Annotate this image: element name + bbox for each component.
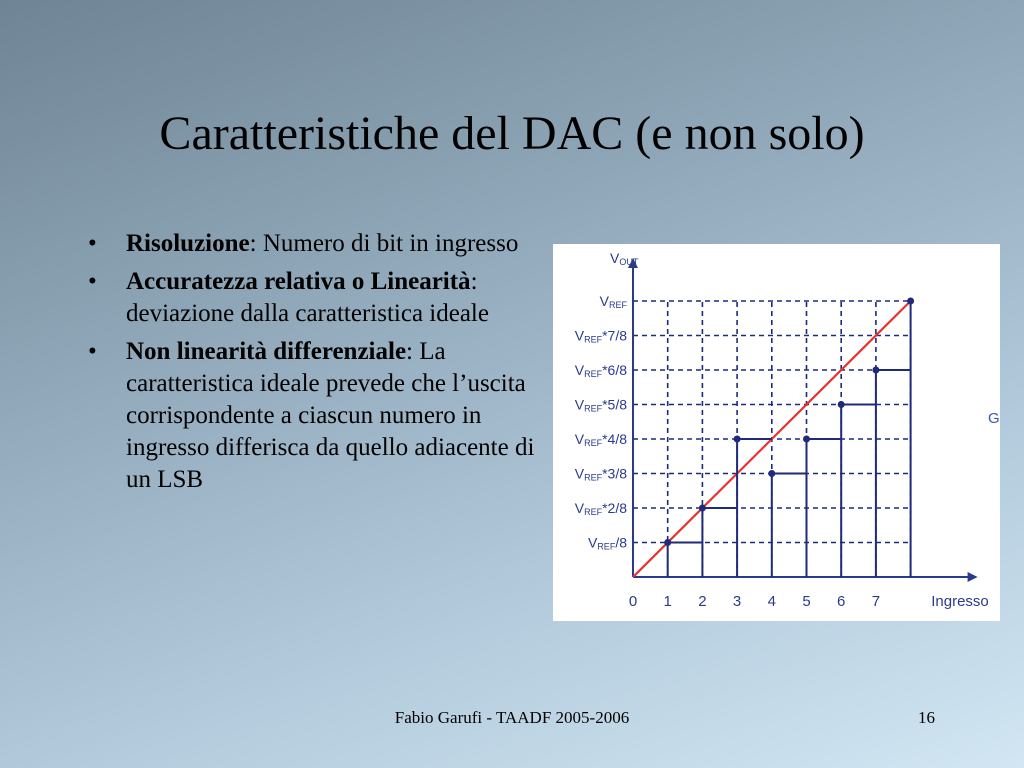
- y-axis-label: VOUT: [610, 250, 639, 267]
- y-level-label: VREF*6/8: [574, 362, 627, 379]
- x-tick-label: 6: [837, 593, 846, 610]
- staircase-point: [734, 436, 741, 443]
- bullet-item-accuratezza: [88, 266, 558, 330]
- x-tick-label: 1: [663, 593, 672, 610]
- x-tick-label: 5: [802, 593, 811, 610]
- x-tick-label: 4: [767, 593, 776, 610]
- footer-text: Fabio Garufi - TAADF 2005-2006: [394, 708, 630, 727]
- x-tick-label: 0: [628, 593, 638, 610]
- bullet-glyph: •: [88, 230, 97, 257]
- slide-title: Caratteristiche del DAC (e non solo): [159, 107, 865, 160]
- bullet-text: : La caratteristica ideale prevede che l’uscita corrispondente a ciascun numero in ingresso differisca da quello adiacente di un LSB: [126, 338, 535, 493]
- bullet-glyph: •: [88, 268, 97, 295]
- chart-svg: [553, 244, 1000, 621]
- bullet-term: Non linearità differenziale: [126, 338, 407, 365]
- y-level-label: VREF*7/8: [574, 327, 627, 345]
- staircase-point: [872, 367, 879, 374]
- x-axis-label: Ingresso: [931, 593, 989, 610]
- stray-label: G: [988, 410, 1000, 427]
- staircase-point: [664, 539, 671, 546]
- x-tick-label: 7: [871, 593, 881, 610]
- bullet-glyph: •: [88, 338, 97, 365]
- bullet-term: Risoluzione: [126, 230, 250, 257]
- bullet-item-non-linearita: [88, 336, 558, 496]
- y-level-label: VREF*2/8: [574, 500, 627, 517]
- bullet-text: : Numero di bit in ingresso: [249, 230, 519, 257]
- bullet-item-risoluzione: [88, 228, 558, 260]
- staircase-point: [803, 436, 810, 443]
- x-tick-label: 3: [732, 593, 742, 610]
- dac-transfer-chart: [553, 244, 1000, 621]
- y-level-label: VREF*5/8: [574, 396, 627, 414]
- staircase-point: [907, 298, 914, 305]
- staircase-point: [699, 505, 706, 512]
- x-axis-arrow: [968, 572, 978, 582]
- y-level-label: VREF*3/8: [574, 465, 627, 483]
- y-level-label: VREF*4/8: [574, 431, 627, 448]
- bullet-term: Accuratezza relativa o Linearità: [126, 268, 471, 295]
- y-level-label: VREF/8: [587, 534, 627, 552]
- y-level-label: VREF: [599, 293, 627, 310]
- bullet-list: [88, 228, 558, 502]
- x-tick-label: 2: [698, 593, 707, 610]
- staircase-point: [768, 470, 775, 477]
- page-number: 16: [918, 708, 935, 727]
- bullet-text: : deviazione dalla caratteristica ideale: [126, 268, 489, 327]
- staircase-point: [838, 401, 845, 408]
